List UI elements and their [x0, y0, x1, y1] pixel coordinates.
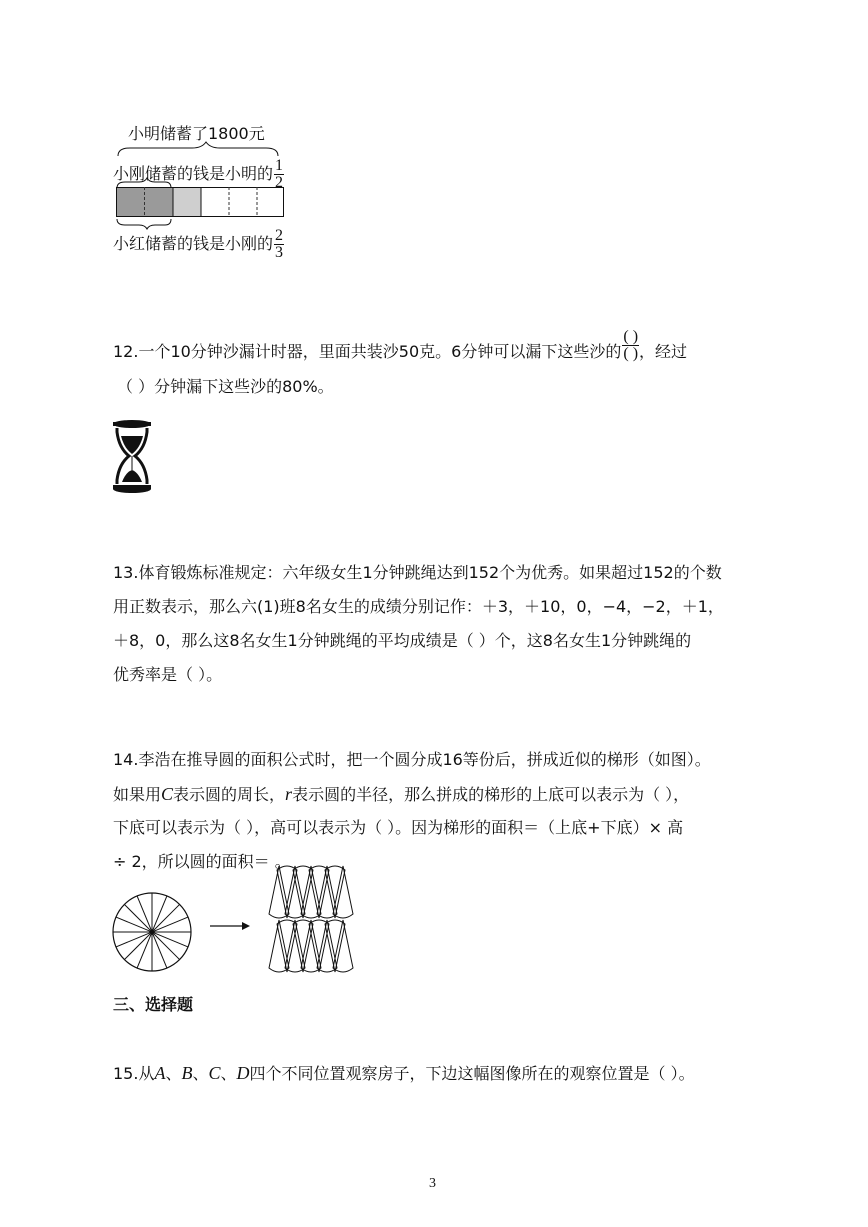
q14-var-r: r: [285, 784, 293, 804]
question-15: [113, 1063, 695, 1084]
page-number: 3: [429, 1176, 436, 1191]
circle-16-sectors-diagram: [111, 891, 195, 975]
gang-fraction-num: 1: [275, 157, 284, 174]
hong-label-text: 小红储蓄的钱是小刚的: [113, 234, 274, 253]
hong-fraction: [274, 228, 284, 261]
q15-sep1: 、: [165, 1064, 182, 1083]
q13-line3: ＋8，0，那么这8名女生1分钟跳绳的平均成绩是（ ）个，这8名女生1分钟跳绳的: [113, 631, 692, 650]
hong-fraction-den: 3: [275, 244, 284, 261]
q15-sep2: 、: [192, 1064, 209, 1083]
q13-line4: 优秀率是（ ）。: [113, 665, 223, 684]
gang-fraction-den: 2: [275, 174, 284, 191]
q12-line2: （ ）分钟漏下这些沙的80%。: [117, 377, 334, 396]
q12-text2: ，经过: [639, 342, 688, 361]
q15-var-c: C: [208, 1063, 221, 1083]
hong-fraction-num: 2: [275, 227, 284, 244]
q14-line3: 下底可以表示为（ ），高可以表示为（ ）。因为梯形的面积＝（上底+下底）× 高: [113, 818, 684, 837]
hong-savings-label: [113, 228, 284, 261]
hourglass-icon: [112, 418, 158, 496]
savings-bar: [116, 187, 286, 219]
ming-savings-label: 小明储蓄了1800元: [128, 124, 265, 143]
q14-line4: ÷ 2，所以圆的面积＝ 。: [113, 852, 291, 871]
q15-text-a: 15.从: [113, 1064, 155, 1083]
q14-line1: 14.李浩在推导圆的面积公式时，把一个圆分成16等份后，拼成近似的梯形（如图）。: [113, 750, 711, 769]
q12-fraction-den: ( ): [623, 345, 639, 362]
q13-line1: 13.体育锻炼标准规定：六年级女生1分钟跳绳达到152个为优秀。如果超过152的个数: [113, 563, 722, 582]
q15-sep3: 、: [220, 1064, 237, 1083]
gang-label-text: 小刚储蓄的钱是小明的: [113, 164, 274, 183]
arrow-right-icon: [210, 920, 252, 932]
q12-fraction-num: ( ): [623, 328, 639, 345]
q15-var-a: A: [154, 1063, 166, 1083]
q14-var-c: C: [161, 784, 174, 804]
q15-var-d: D: [236, 1063, 250, 1083]
q15-text-b: 四个不同位置观察房子，下边这幅图像所在的观察位置是（ ）。: [249, 1064, 695, 1083]
q15-var-b: B: [181, 1063, 193, 1083]
section-3-title: 三、选择题: [113, 995, 194, 1014]
trapezoid-rearranged-diagram: [267, 862, 353, 974]
q14-line2a: 如果用: [113, 785, 162, 804]
q12-fraction: [622, 329, 639, 362]
q12-line1: [113, 328, 688, 362]
q13-line2: 用正数表示，那么六(1)班8名女生的成绩分别记作：＋3，＋10，0，−4，−2，＋1，: [113, 597, 724, 616]
q12-text1: 12.一个10分钟沙漏计时器，里面共装沙50克。6分钟可以漏下这些沙的: [113, 342, 622, 361]
q14-line2c: 表示圆的半径，那么拼成的梯形的上底可以表示为（ ），: [292, 785, 690, 804]
q14-line2b: 表示圆的周长，: [173, 785, 286, 804]
q14-line2: [113, 784, 689, 805]
